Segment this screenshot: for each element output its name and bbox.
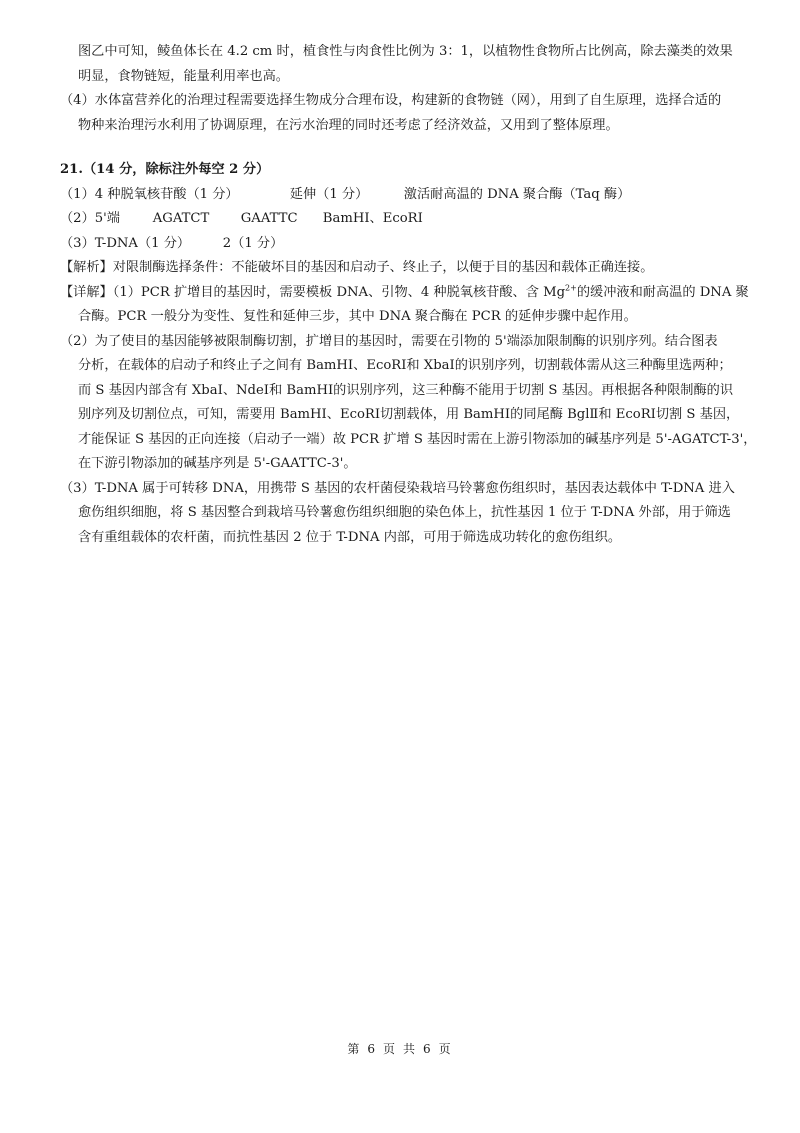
answer-3-line-2: 明显，食物链短，能量利用率也高。: [78, 68, 289, 84]
question-21-section: [60, 158, 757, 550]
detail-2-line-4: 别序列及切割位点，可知，需要用 BamHⅠ、EcoRⅠ切割载体，用 BamHⅠ的同尾酶 BglⅡ和 EcoRⅠ切割 S 基因，: [78, 407, 740, 422]
answer-21-1-a: 4 种脱氧核苷酸（1 分）: [94, 186, 239, 202]
detail-1-line-2: 合酶。PCR 一般分为变性、复性和延伸三步，其中 DNA 聚合酶在 PCR 的延伸步骤中起作用。: [78, 309, 637, 324]
detail-2-line-5: 才能保证 S 基因的正向连接（启动子一端）故 PCR 扩增 S 基因时需在上游引物添加的碱基序列是 5'-AGATCT-3'，: [78, 431, 757, 447]
answer-21-2-label: （2）: [60, 211, 95, 226]
answer-21-1-c: 激活耐高温的 DNA 聚合酶（Taq 酶）: [403, 186, 631, 202]
footer-gong: 共: [403, 1042, 418, 1056]
page-footer: [0, 1040, 800, 1057]
footer-di: 第: [347, 1042, 362, 1056]
answer-21-1-label: （1）: [60, 186, 95, 202]
answer-21-1-b: 延伸（1 分）: [289, 186, 369, 202]
footer-total-pages: 6: [423, 1042, 433, 1056]
detail-2-line-3: 而 S 基因内部含有 XbaⅠ、NdeⅠ和 BamHⅠ的识别序列，这三种酶不能用于切割 S 基因。再根据各种限制酶的识: [78, 382, 734, 398]
detail-2-line-6: 在下游引物添加的碱基序列是 5'-GAATTC-3'。: [78, 456, 357, 471]
detail-1-superscript: 2+: [565, 283, 577, 293]
question-21-heading: 21.（14 分，除标注外每空 2 分）: [60, 162, 270, 177]
answer-21-2: [60, 207, 750, 232]
detail-3-line-3: 含有重组载体的农杆菌，而抗性基因 2 位于 T-DNA 内部，可用于筛选成功转化的愈伤组织。: [78, 529, 622, 545]
footer-page-number: 6: [367, 1042, 377, 1056]
answer-21-3-b: 2（1 分）: [222, 235, 284, 251]
detail-1-line-1: [60, 281, 750, 306]
previous-answer-section: [60, 40, 750, 138]
detail-1-pre: 【详解】（1）PCR 扩增目的基因时，需要模板 DNA、引物、4 种脱氧核苷酸、含 Mg: [60, 284, 566, 300]
detail-2-line-2: 分析，在载体的启动子和终止子之间有 BamHⅠ、EcoRⅠ和 XbaⅠ的识别序列，切割载体需从这三种酶里选两种；: [78, 358, 732, 373]
answer-21-2-a: 5'端: [94, 211, 120, 226]
footer-ye-2: 页: [438, 1042, 453, 1056]
answer-21-2-d: BamHⅠ、EcoRⅠ: [322, 211, 423, 226]
answer-4-line-1: （4）水体富营养化的治理过程需要选择生物成分合理布设，构建新的食物链（网），用到了自生原理，选择合适的: [60, 93, 722, 108]
answer-21-3: [60, 232, 750, 257]
footer-ye: 页: [382, 1042, 397, 1056]
answer-21-3-label: （3）: [60, 235, 95, 251]
detail-3-line-1: （3）T-DNA 属于可转移 DNA，用携带 S 基因的农杆菌侵染栽培马铃薯愈伤组织时，基因表达载体中 T-DNA 进入: [60, 480, 735, 496]
answer-3-line-1: 图乙中可知，鲮鱼体长在 4.2 cm 时，植食性与肉食性比例为 3：1，以植物性食物所占比例高，除去藻类的效果: [78, 44, 733, 59]
answer-21-3-a: T-DNA（1 分）: [94, 235, 191, 251]
detail-2-line-1: （2）为了使目的基因能够被限制酶切割，扩增目的基因时，需要在引物的 5'端添加限制酶的识别序列。结合图表: [60, 333, 718, 349]
answer-21-2-b: AGATCT: [152, 211, 210, 226]
answer-21-1: [60, 183, 750, 208]
detail-1-post: 的缓冲液和耐高温的 DNA 聚: [576, 284, 749, 300]
analysis-line: 【解析】对限制酶选择条件：不能破坏目的基因和启动子、终止子，以便于目的基因和载体正确连接。: [60, 260, 654, 275]
answer-21-2-c: GAATTC: [240, 211, 298, 226]
answer-4-line-2: 物种来治理污水利用了协调原理，在污水治理的同时还考虑了经济效益，又用到了整体原理。: [78, 117, 619, 133]
detail-3-line-2: 愈伤组织细胞，将 S 基因整合到栽培马铃薯愈伤组织细胞的染色体上，抗性基因 1 位于 T-DNA 外部，用于筛选: [78, 505, 731, 520]
